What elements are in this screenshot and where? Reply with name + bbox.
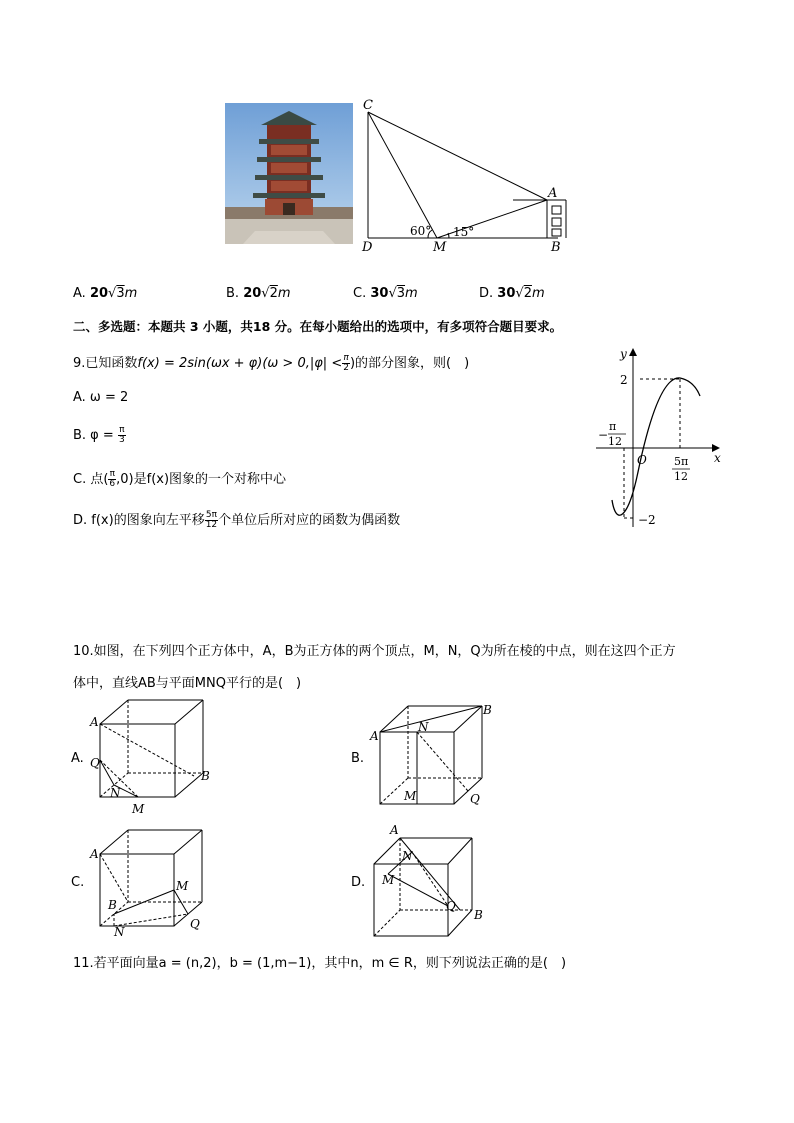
svg-text:N: N [418,720,429,734]
svg-text:N: N [114,925,125,936]
q9-option-d[interactable]: D. f(x)的图象向左平移 $\frac{5\pi}{12}$ 个单位后所对应的函数为偶函数 [73,510,401,530]
xneg-sign: − [598,428,609,442]
xpos-den: 12 [674,470,688,483]
q9-stem: 9.已知函数f(x) = 2sin(ωx + φ)(ω > 0,|φ| < $\frac{\pi}{2}$ )的部分图象，则( ) [73,353,470,373]
origin-label: O [637,453,647,467]
q9-option-b[interactable]: B. φ = $\frac{\pi}{3}$ [73,425,125,445]
svg-text:A: A [90,847,99,861]
svg-text:M: M [382,873,395,887]
section-heading: 二、多选题：本题共 3 小题，共18 分。在每小题给出的选项中，有多项符合题目要求。 [73,319,563,334]
svg-text:M: M [404,789,417,803]
axis-y-label: y [620,347,627,361]
cube-c[interactable] [86,826,226,936]
q10-option-c-letter[interactable]: C. [71,875,85,890]
xneg-num: π [609,420,617,433]
label-M: M [433,240,447,255]
q9-option-a[interactable]: A. ω = 2 [73,390,129,405]
svg-text:B: B [201,769,210,783]
height-diagram [358,95,578,257]
cube-a[interactable] [86,696,226,818]
svg-text:B: B [474,908,483,922]
svg-text:Q: Q [470,792,480,806]
q9-option-c[interactable]: C. 点( $\frac{\pi}{6}$ ,0)是f(x)图象的一个对称中心 [73,469,287,489]
q8-option-c[interactable]: C. 30√3m [353,286,418,301]
q10-option-d-letter[interactable]: D. [351,875,366,890]
svg-text:N: N [110,786,121,800]
label-B: B [551,240,561,255]
ymax-label: 2 [620,373,628,387]
q8-option-a[interactable]: A. 20√3m [73,286,138,301]
svg-text:Q: Q [446,899,456,913]
axis-x-label: x [714,451,721,465]
svg-text:M: M [176,879,189,893]
q10-stem-line2: 体中，直线AB与平面MNQ平行的是( ) [73,676,302,691]
svg-text:Q: Q [190,917,200,931]
svg-text:A: A [370,729,379,743]
svg-text:B: B [483,703,492,717]
cube-b[interactable] [366,700,506,814]
svg-text:N: N [402,849,413,863]
svg-text:M: M [132,802,145,816]
q10-stem-line1: 10.如图，在下列四个正方体中，A，B为正方体的两个顶点，M，N，Q为所在棱的中点，则在这四个正方 [73,644,676,659]
label-A: A [548,186,558,201]
label-C: C [363,98,373,113]
q8-option-d[interactable]: D. 30√2m [479,286,545,301]
angle-15: 15° [453,225,475,239]
q10-option-b-letter[interactable]: B. [351,751,365,766]
q11-stem: 11.若平面向量a = (n,2)，b = (1,m−1)，其中n，m ∈ R，则下列说法正确的是( ) [73,956,567,971]
tower-photo [225,103,353,244]
svg-text:A: A [390,823,399,837]
angle-60: 60° [410,224,432,238]
cube-d[interactable] [366,822,506,940]
xpos-num: 5π [674,455,689,468]
sine-graph [590,342,730,534]
xneg-den: 12 [608,435,622,448]
label-D: D [362,240,373,255]
svg-text:A: A [90,715,99,729]
q10-option-a-letter[interactable]: A. [71,751,84,766]
q8-option-b[interactable]: B. 20√2m [226,286,291,301]
ymin-label: −2 [638,513,656,527]
svg-text:B: B [108,898,117,912]
svg-text:Q: Q [90,756,100,770]
